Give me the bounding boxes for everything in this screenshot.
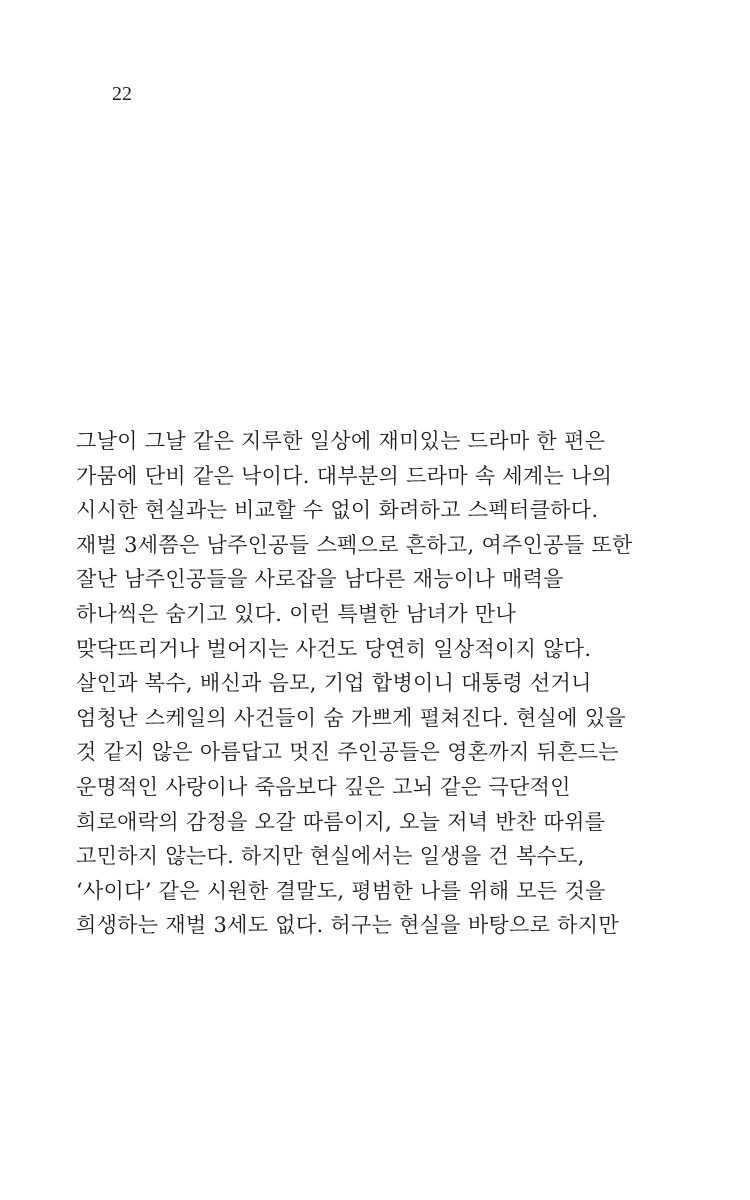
text-line: 하나씩은 숨기고 있다. 이런 특별한 남녀가 만나 [76, 601, 516, 626]
text-line: ‘사이다’ 같은 시원한 결말도, 평범한 나를 위해 모든 것을 [76, 878, 606, 903]
text-line: 엄청난 스케일의 사건들이 숨 가쁘게 펼쳐진다. 현실에 있을 [76, 705, 626, 730]
text-line: 희로애락의 감정을 오갈 따름이지, 오늘 저녁 반찬 따위를 [76, 809, 606, 834]
page-number: 22 [112, 83, 132, 105]
text-line: 것 같지 않은 아름답고 멋진 주인공들은 영혼까지 뒤흔드는 [76, 740, 619, 765]
text-line: 살인과 복수, 배신과 음모, 기업 합병이니 대통령 선거니 [76, 671, 592, 696]
text-line: 고민하지 않는다. 하지만 현실에서는 일생을 건 복수도, [76, 844, 585, 869]
body-text [76, 424, 716, 943]
text-line: 가뭄에 단비 같은 낙이다. 대부분의 드라마 속 세계는 나의 [76, 463, 613, 488]
text-line: 재벌 3세쯤은 남주인공들 스펙으로 흔하고, 여주인공들 또한 [76, 532, 633, 557]
text-line: 잘난 남주인공들을 사로잡을 남다른 재능이나 매력을 [76, 567, 564, 592]
text-line: 그날이 그날 같은 지루한 일상에 재미있는 드라마 한 편은 [76, 429, 606, 453]
text-line: 시시한 현실과는 비교할 수 없이 화려하고 스펙터클하다. [76, 498, 599, 523]
text-line: 맞닥뜨리거나 벌어지는 사건도 당연히 일상적이지 않다. [76, 636, 592, 661]
text-line: 희생하는 재벌 3세도 없다. 허구는 현실을 바탕으로 하지만 [76, 913, 619, 938]
text-line: 운명적인 사랑이나 죽음보다 깊은 고뇌 같은 극단적인 [76, 774, 571, 799]
